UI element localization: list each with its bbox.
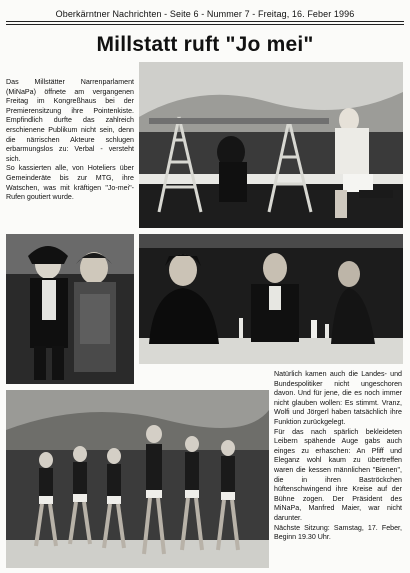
masthead-rule-top [6, 21, 404, 22]
dancers-photo [6, 390, 269, 568]
stage-scene-photo [139, 62, 403, 228]
masthead: Oberkärntner Nachrichten - Seite 6 - Nummer 7 - Freitag, 16. Feber 1996 [55, 9, 355, 19]
intro-paragraph: Das Millstätter Narrenparlament (MiNaPa) öffnete am vergangenen Freitag im Kongreßhaus bei der Premierensitzung ihre Pointenkiste. Empfindlich durfte das zahlreich erschienene Publikum nicht sein, denn die närrischen Akteure schlugen erbarmungslos zu: Verbal - versteht sich. [6, 78, 134, 163]
audience-photo [139, 234, 403, 364]
next-session-note: Nächste Sitzung: Samstag, 17. Feber, Beginn 19.30 Uhr. [274, 523, 402, 542]
body-paragraph: Für das nach spärlich bekleideten Leibern spähende Auge gabs auch einges zu erhaschen: An Pfiff und Eleganz wohl kaum zu übertreffen waren die kessen männlichen "Bienen", die in ihren Baströckchen hüftenschwingend ihre Kreise auf der Bühne zogen. Der Präsident des MiNaPa, Manfred Maier, war nicht darunter. [274, 427, 402, 522]
headline: Millstatt ruft "Jo mei" [96, 33, 314, 56]
article-continued-column [274, 370, 402, 568]
intro-paragraph: So kassierten alle, von Hoteliers über Gemeinderäte bis zur MTG, ihre Watschen, was mit kräftigen "Jo-mei"-Rufen goutiert wurde. [6, 164, 134, 202]
article-intro-column [6, 78, 134, 228]
couple-photo [6, 234, 134, 384]
body-paragraph: Natürlich kamen auch die Landes- und Bundespolitiker nicht ungeschoren davon. Und für jene, die es noch immer nicht glauben wollen: Es stimmt. Vranz, Wolfi und Jörgerl haben tatsächlich ihre Funktion zurückgelegt. [274, 370, 402, 426]
masthead-rule-bottom [6, 24, 404, 25]
